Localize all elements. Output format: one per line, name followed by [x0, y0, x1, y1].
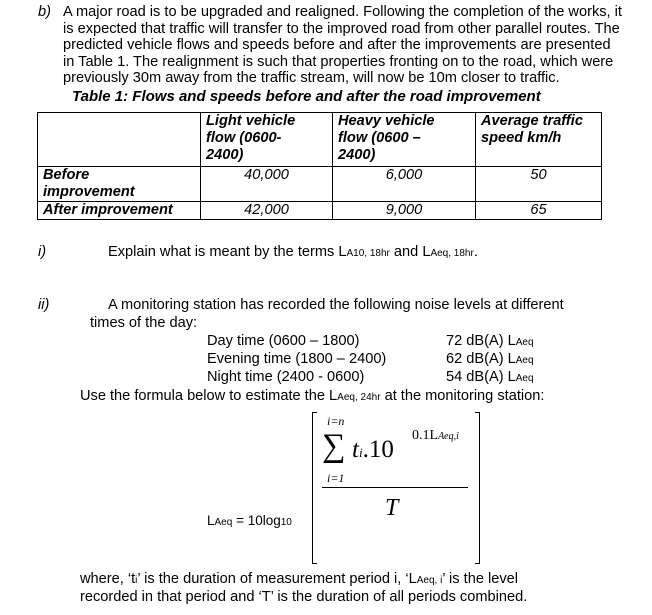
- level-value: 62 dB(A) L: [446, 351, 516, 367]
- log-sub: 10: [280, 517, 292, 528]
- q1-text-a: Explain what is meant by the terms L: [108, 244, 347, 260]
- header-line: flow (0600-: [206, 130, 282, 146]
- header-line: flow (0600 –: [338, 130, 421, 146]
- level-sub: Aeq: [515, 355, 534, 366]
- cell-speed-after: 65: [476, 202, 602, 220]
- level-value: 54 dB(A) L: [446, 369, 516, 385]
- q1-text: [108, 244, 478, 260]
- cell-light-after: 42,000: [201, 202, 333, 220]
- where-c: ’ is the level: [442, 571, 519, 587]
- header-light-vehicle: [201, 113, 333, 167]
- sum-upper-limit: i=n: [327, 414, 345, 428]
- paragraph-line: is expected that traffic will transfer to the improved road from other parallel routes. The: [63, 20, 620, 37]
- paragraph-line: predicted vehicle flows and speeds before and after the improvements are presented: [63, 37, 611, 54]
- period-name-day: Day time (0600 – 1800): [207, 333, 360, 349]
- right-bracket: [475, 412, 480, 564]
- q2-label: ii): [38, 297, 50, 313]
- row-label-line: improvement: [43, 184, 135, 200]
- where-line2: recorded in that period and ‘T’ is the duration of all periods combined.: [80, 589, 528, 605]
- cell-light-before: 40,000: [201, 167, 333, 202]
- denominator: T: [385, 495, 399, 521]
- lhs-sub: Aeq: [214, 517, 233, 528]
- paragraph-line: in Table 1. The realignment is such that properties fronting on to the road, which were: [63, 53, 614, 70]
- part-b-paragraph: [63, 4, 643, 87]
- table-caption: Table 1: Flows and speeds before and after the road improvement: [72, 88, 541, 105]
- summand-ten: .10: [362, 436, 394, 463]
- level-value: 72 dB(A) L: [446, 333, 516, 349]
- row-label-line: After improvement: [43, 202, 173, 218]
- part-b-label: b): [38, 4, 51, 20]
- lhs-l: L: [207, 513, 215, 528]
- header-line: 2400): [338, 147, 376, 163]
- row-label-line: Before: [43, 167, 90, 183]
- formula-lhs: [207, 513, 292, 528]
- use-text-a: Use the formula below to estimate the L: [80, 388, 338, 404]
- paragraph-line: A major road is to be upgraded and realigned. Following the completion of the works, it: [63, 4, 622, 20]
- cell-heavy-after: 9,000: [333, 202, 476, 220]
- where-b: ’ is the duration of measurement period i, ‘L: [137, 571, 417, 587]
- sum-sign: ∑: [322, 428, 346, 464]
- exponent-sub: Aeq,i: [438, 431, 459, 442]
- where-sub1: i: [135, 575, 138, 586]
- header-average-speed: [476, 113, 602, 167]
- use-formula-text: [80, 388, 544, 404]
- left-bracket: [312, 412, 317, 564]
- cell-heavy-before: 6,000: [333, 167, 476, 202]
- flows-table: [37, 112, 602, 220]
- fraction-bar: [322, 487, 468, 488]
- period-name-night: Night time (2400 - 0600): [207, 369, 365, 385]
- where-sub2: Aeq, i: [416, 575, 443, 586]
- period-name-evening: Evening time (1800 – 2400): [207, 351, 387, 367]
- exponent-main: 0.1L: [412, 428, 439, 443]
- q2-line2: times of the day:: [90, 315, 198, 331]
- row-label-after: [38, 202, 201, 220]
- table-corner-cell: [38, 113, 201, 167]
- table-row: [38, 202, 602, 220]
- sum-lower-limit: i=1: [327, 471, 345, 485]
- header-line: speed km/h: [481, 130, 562, 146]
- where-a: where, ‘t: [80, 571, 136, 587]
- summand-t: t: [352, 436, 359, 463]
- header-line: 2400): [206, 147, 244, 163]
- table-row: [38, 167, 602, 202]
- use-sub: Aeq, 24hr: [337, 392, 381, 403]
- header-line: Heavy vehicle: [338, 113, 435, 129]
- summand: [352, 436, 394, 464]
- q1-label: i): [38, 244, 47, 260]
- q1-text-end: .: [473, 244, 478, 260]
- period-level-night: [446, 369, 534, 385]
- q1-sub-laeq: Aeq, 18hr: [430, 248, 474, 259]
- lhs-eq: = 10log: [232, 513, 281, 528]
- summand-t-sub: i: [358, 445, 363, 460]
- row-label-before: [38, 167, 201, 202]
- level-sub: Aeq: [515, 373, 534, 384]
- q2-line1: A monitoring station has recorded the following noise levels at different: [108, 297, 564, 313]
- cell-speed-before: 50: [476, 167, 602, 202]
- q1-text-b: and L: [389, 244, 431, 260]
- use-text-end: at the monitoring station:: [380, 388, 545, 404]
- header-line: Light vehicle: [206, 113, 296, 129]
- table-header-row: [38, 113, 602, 167]
- period-level-evening: [446, 351, 534, 367]
- header-heavy-vehicle: [333, 113, 476, 167]
- level-sub: Aeq: [515, 337, 534, 348]
- header-line: Average traffic: [481, 113, 583, 129]
- period-level-day: [446, 333, 534, 349]
- paragraph-line: previously 30m away from the traffic stream, will now be 10m closer to traffic.: [63, 70, 560, 87]
- exponent: [412, 428, 459, 444]
- where-line1: [80, 571, 518, 587]
- q1-sub-la10: A10, 18hr: [346, 248, 390, 259]
